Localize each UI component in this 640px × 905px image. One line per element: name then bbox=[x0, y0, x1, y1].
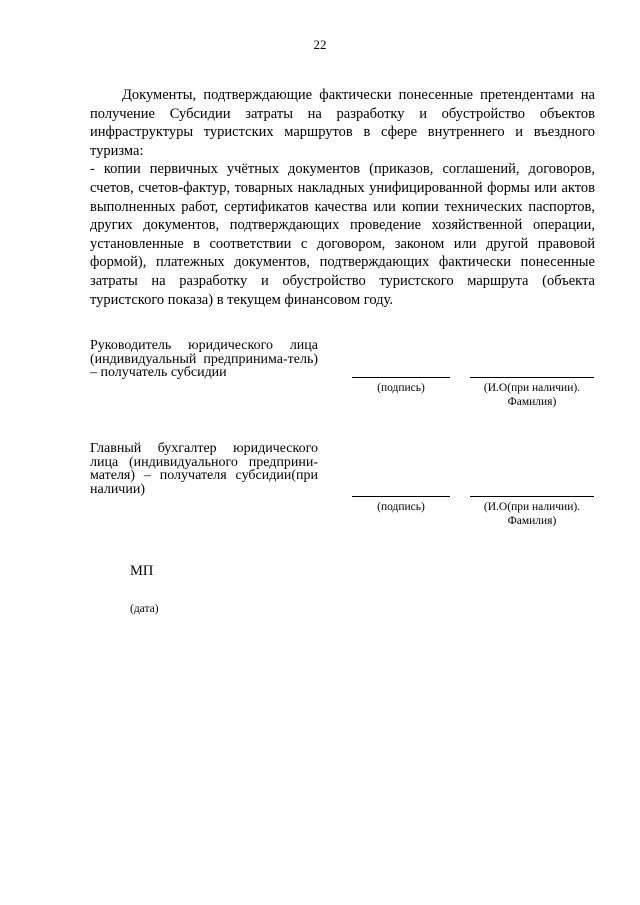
head-name-caption: (И.О(при наличии). Фамилия) bbox=[483, 382, 581, 408]
accountant-signature-line[interactable] bbox=[352, 496, 450, 497]
head-name-line[interactable] bbox=[470, 377, 594, 378]
accountant-signature-label: Главный бухгалтер юридического лица (индивидуального предприни-мателя) – получателя субсидии(при наличии) bbox=[90, 441, 318, 497]
accountant-signature-caption: (подпись) bbox=[377, 501, 425, 513]
stamp-label: МП bbox=[130, 563, 154, 579]
head-signature-line[interactable] bbox=[352, 377, 450, 378]
intro-paragraph: Документы, подтверждающие фактически понесенные претендентами на получение Субсидии затраты на разработку и обустройство объектов инфраструктуры туристских маршрутов в сфере внутреннего и въездного туризма: bbox=[90, 87, 595, 159]
body-text bbox=[90, 86, 595, 309]
date-label: (дата) bbox=[130, 603, 159, 615]
head-signature-caption: (подпись) bbox=[377, 382, 425, 394]
documents-list-item: - копии первичных учётных документов (приказов, соглашений, договоров, счетов, счетов-фактур, товарных накладных унифицированной формы или актов выполненных работ, сертификатов качества или копии технических паспортов, других документов, подтверждающих проведение хозяйственной операции, установленные в соответствии с договором, законом или другой правовой формой), платежных документов, подтверждающих фактически понесенные затраты на разработку и обустройство туристского маршрута (объекта туристского показа) в текущем финансовом году. bbox=[90, 161, 595, 308]
head-signature-label: Руководитель юридического лица (индивидуальный предпринима-тель) – получатель субсидии bbox=[90, 338, 318, 380]
accountant-name-line[interactable] bbox=[470, 496, 594, 497]
page-number: 22 bbox=[313, 37, 327, 52]
accountant-name-caption: (И.О(при наличии). Фамилия) bbox=[483, 501, 581, 527]
